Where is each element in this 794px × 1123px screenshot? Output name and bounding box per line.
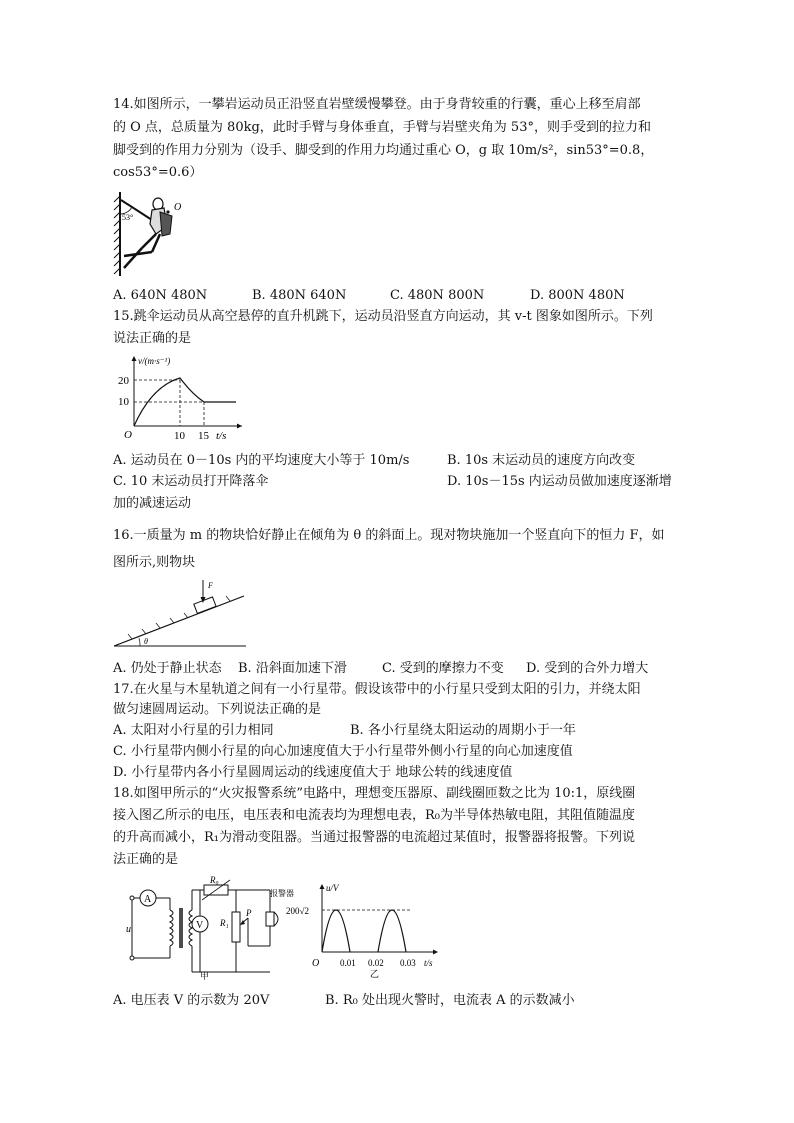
- q18-stem-line-3: 的升高而减小，R₁为滑动变阻器。当通过报警器的电流超过某值时，报警器将报警。下列说: [113, 830, 636, 845]
- q15-option-b: B. 10s 末运动员的速度方向改变: [447, 453, 636, 468]
- ammeter-label: A: [144, 894, 152, 905]
- q18-option-a: A. 电压表 V 的示数为 20V: [113, 993, 270, 1008]
- point-o-label: O: [174, 202, 182, 213]
- q14-stem-line-3: 脚受到的作用力分别为（设手、脚受到的作用力均通过重心 O，g 取 10m/s²，sin53°=0.8，: [113, 143, 654, 158]
- wave-caption: 乙: [370, 969, 380, 978]
- q18-stem-line-1: 18.如图甲所示的“火灾报警系统”电路中，理想变压器原、副线圈匝数之比为 10:1，原线圈: [113, 786, 636, 801]
- vt-y10: 10: [118, 396, 129, 408]
- source-u-label: u: [126, 924, 131, 935]
- force-label: F: [208, 581, 213, 590]
- r0-label: R₀: [210, 876, 219, 885]
- q16-option-b: B. 沿斜面加速下滑: [238, 661, 347, 676]
- vt-xlabel: t/s: [216, 430, 227, 442]
- wave-ylabel: u/V: [326, 883, 339, 893]
- q14-option-a: A. 640N 480N: [113, 288, 208, 303]
- q16-option-d: D. 受到的合外力增大: [526, 661, 649, 676]
- q14-stem-line-1: 14.如图所示，一攀岩运动员正沿竖直岩壁缓慢攀登。由于身背较重的行囊，重心上移至肩部: [113, 97, 641, 112]
- climber-figure: [112, 190, 190, 278]
- q17-stem-line-2: 做匀速圆周运动。下列说法正确的是: [113, 702, 322, 717]
- wave-peak-label: 200√2: [286, 906, 309, 916]
- q15-option-d-cont: 加的减速运动: [113, 496, 192, 511]
- alarm-label: 报警器: [270, 889, 294, 898]
- q15-option-c: C. 10 末运动员打开降落伞: [113, 474, 269, 489]
- alarm-circuit-figure: [124, 876, 294, 980]
- q15-stem-line-2: 说法正确的是: [113, 331, 192, 346]
- incline-figure: [112, 578, 252, 650]
- q17-option-a: A. 太阳对小行星的引力相同: [113, 723, 274, 738]
- wave-x3: 0.03: [400, 958, 416, 968]
- voltage-wave-graph: [284, 880, 449, 978]
- vt-graph: [112, 352, 247, 444]
- q18-stem-line-2: 接入图乙所示的电压，电压表和电流表均为理想电表，R₀为半导体热敏电阻，其阻值随温度: [113, 808, 636, 823]
- q15-option-d: D. 10s－15s 内运动员做加速度逐渐增: [447, 474, 672, 489]
- q16-stem-line-2: 图所示,则物块: [113, 555, 196, 570]
- q17-option-b: B. 各小行星绕太阳运动的周期小于一年: [350, 723, 576, 738]
- vt-x15: 15: [198, 430, 209, 442]
- q18-stem-line-4: 法正确的是: [113, 852, 179, 867]
- vt-ylabel: v/(m·s⁻¹): [138, 356, 171, 366]
- voltmeter-label: V: [196, 920, 204, 931]
- q14-option-b: B. 480N 640N: [252, 288, 347, 303]
- wave-origin: O: [312, 958, 320, 969]
- q14-option-d: D. 800N 480N: [530, 288, 625, 303]
- slider-p-label: P: [246, 908, 252, 918]
- angle-label: 53°: [122, 213, 134, 222]
- wave-x1: 0.01: [340, 958, 356, 968]
- q15-stem-line-1: 15.跳伞运动员从高空悬停的直升机跳下，运动员沿竖直方向运动，其 v-t 图象如图所示。下列: [113, 309, 653, 324]
- q16-option-c: C. 受到的摩擦力不变: [382, 661, 504, 676]
- wave-x2: 0.02: [368, 958, 384, 968]
- q14-option-c: C. 480N 800N: [390, 288, 485, 303]
- vt-y20: 20: [118, 375, 129, 387]
- q18-option-b: B. R₀ 处出现火警时，电流表 A 的示数减小: [325, 993, 575, 1008]
- q15-option-a: A. 运动员在 0－10s 内的平均速度大小等于 10m/s: [113, 453, 410, 468]
- q16-option-a: A. 仍处于静止状态: [113, 661, 222, 676]
- vt-origin: O: [124, 429, 132, 441]
- incline-angle: θ: [144, 637, 148, 646]
- q14-stem-line-2: 的 O 点，总质量为 80kg，此时手臂与身体垂直，手臂与岩壁夹角为 53°，则手受到的拉力和: [113, 120, 651, 135]
- circuit-caption: 甲: [200, 971, 210, 980]
- q14-stem-line-4: cos53°=0.6）: [113, 165, 203, 180]
- q17-stem-line-1: 17.在火星与木星轨道之间有一小行星带。假设该带中的小行星只受到太阳的引力，并绕太阳: [113, 682, 641, 697]
- q16-stem-line-1: 16.一质量为 m 的物块恰好静止在倾角为 θ 的斜面上。现对物块施加一个竖直向下的恒力 F，如: [113, 528, 665, 543]
- r1-label: R₁: [220, 918, 229, 928]
- wave-xlabel: t/s: [424, 958, 433, 968]
- q17-option-c: C. 小行星带内侧小行星的向心加速度值大于小行星带外侧小行星的向心加速度值: [113, 744, 573, 759]
- vt-x10: 10: [174, 430, 185, 442]
- q17-option-d: D. 小行星带内各小行星圆周运动的线速度值大于 地球公转的线速度值: [113, 765, 513, 780]
